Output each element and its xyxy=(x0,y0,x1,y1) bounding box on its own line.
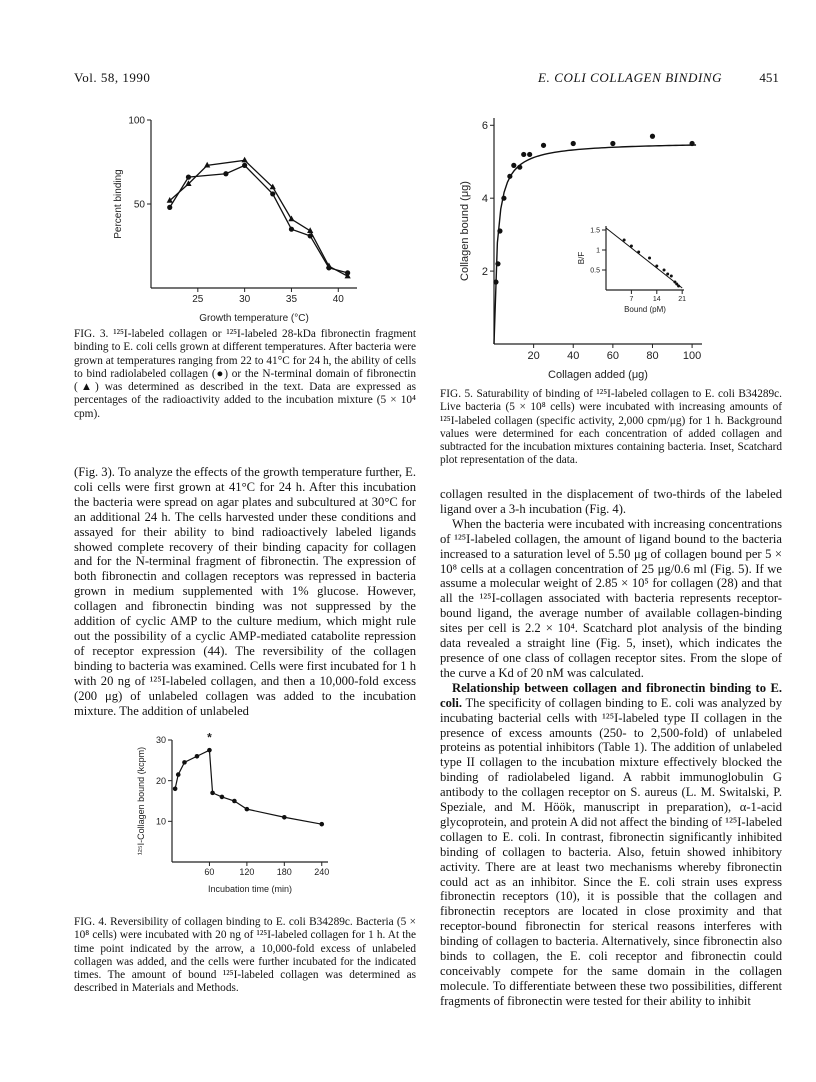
running-head-title: E. COLI COLLAGEN BINDING xyxy=(538,70,723,85)
y-axis-label: Percent binding xyxy=(113,169,124,239)
left-column-text xyxy=(74,465,416,718)
circle-point xyxy=(242,163,247,168)
y-tick-label: 10 xyxy=(155,816,166,827)
data-point xyxy=(495,261,500,266)
data-point xyxy=(493,279,498,284)
inset-data-point xyxy=(637,251,640,254)
series-line xyxy=(170,160,348,276)
inset-data-point xyxy=(670,275,673,278)
running-head xyxy=(538,70,779,86)
y-tick-label: 0.5 xyxy=(590,267,600,275)
y-tick-label: 20 xyxy=(155,775,166,786)
data-point xyxy=(541,143,546,148)
y-axis-label: ¹²⁵I-Collagen bound (kcpm) xyxy=(136,746,146,856)
x-tick-label: 60 xyxy=(606,350,619,362)
inset-data-point xyxy=(666,273,669,276)
x-axis-label: Bound (pM) xyxy=(624,305,666,314)
fig5-caption: FIG. 5. Saturability of binding of ¹²⁵I-labeled collagen to E. coli B34289c. Live bacteria (5 × 10⁸ cells) were incubated with increasing amounts of ¹²⁵I-labeled collagen (specific activity, 2,000 cpm/μg) for 1 h. Background values were determined for each concentration of added collagen and subtracted for the incubation mixtures containing bacteria. Inset, Scatchard plot representation of the data. xyxy=(440,388,782,467)
series-line xyxy=(170,165,348,273)
y-tick-label: 2 xyxy=(481,265,488,278)
running-head-volume: Vol. 58, 1990 xyxy=(74,70,151,85)
fig3-chart xyxy=(95,108,375,330)
x-tick-label: 180 xyxy=(276,867,292,877)
right-paragraph-3-body: The specificity of collagen binding to E. coli was analyzed by incubating bacterial cells with ¹²⁵I-labeled type II collagen in the presence of excess amounts (250- to 2,500-fold) of unlabeled proteins as potential inhibitors (Table 1). The addition of unlabeled type II collagen to the incubation mixture effectively blocked the binding of radiolabeled ligand. A rabbit immunoglobulin G antibody to the collagen receptor on S. aureus (L. M. Switalski, P. Speziale, and M. Höök, manuscript in preparation), α-1-acid glycoprotein, and protein A did not affect the binding of ¹²⁵I-labeled collagen to E. coli. In contrast, fibronectin significantly inhibited binding of collagen to bacteria. Also, fetuin showed inhibitory activity. There are at least two mechanisms whereby fibronectin could act as an inhibitor. Since the E. coli strain uses express fibronectin receptors (10), it is possible that the collagen and fibronectin receptors are located in close proximity and that receptor-bound fibronectin for sterical reasons interferes with binding of collagen to bacteria. Alternatively, since fibronectin also binds to collagen, the E. coli receptor and fibronectin could conceivably compete for the same domain in the collagen molecule. To differentiate between these two possibilities, different fragments of fibronectin were tested for their ability to inhibit xyxy=(440,695,782,1008)
fig4-caption: FIG. 4. Reversibility of collagen binding to E. coli B34289c. Bacteria (5 × 10⁸ cells) were incubated with 20 ng of ¹²⁵I-labeled collagen for 1 h. At the time point indicated by the arrow, a 10,000-fold excess of unlabeled collagen was added, and the cells were further incubated for the indicated times. The amount of bound ¹²⁵I-labeled collagen was determined as described in Materials and Methods. xyxy=(74,916,416,995)
data-point xyxy=(182,760,187,765)
x-tick-label: 7 xyxy=(629,296,634,303)
y-tick-label: 1 xyxy=(596,247,600,255)
x-tick-label: 240 xyxy=(314,867,330,877)
data-point xyxy=(232,799,237,804)
data-point xyxy=(220,795,225,800)
right-paragraph-3 xyxy=(440,681,782,1009)
x-axis-label: Collagen added (μg) xyxy=(548,369,648,381)
data-point xyxy=(501,196,506,201)
right-column-text xyxy=(440,487,782,1009)
x-tick-label: 40 xyxy=(332,294,344,305)
x-tick-label: 35 xyxy=(285,294,298,305)
inset-fit-line xyxy=(606,228,682,288)
data-point xyxy=(527,152,532,157)
data-point xyxy=(521,152,526,157)
triangle-point xyxy=(242,157,248,163)
data-point xyxy=(176,772,181,777)
x-tick-label: 100 xyxy=(682,350,702,362)
data-point xyxy=(507,174,512,179)
x-axis-label: Growth temperature (°C) xyxy=(199,313,309,324)
data-point xyxy=(610,141,615,146)
x-tick-label: 25 xyxy=(192,294,204,305)
x-tick-label: 30 xyxy=(239,294,251,305)
circle-point xyxy=(289,227,294,232)
x-tick-label: 20 xyxy=(527,350,540,362)
data-point xyxy=(245,807,250,812)
circle-point xyxy=(186,175,191,180)
data-point xyxy=(173,787,178,792)
x-tick-label: 80 xyxy=(646,350,659,362)
x-tick-label: 60 xyxy=(204,867,215,877)
data-point xyxy=(511,163,516,168)
section-heading: Relationship between collagen and fibronectin binding to E. coli. xyxy=(440,680,782,710)
inset-data-point xyxy=(623,239,626,242)
y-tick-label: 30 xyxy=(155,735,166,746)
x-tick-label: 14 xyxy=(652,296,661,303)
fig4-chart xyxy=(120,730,350,896)
y-axis-label: B/F xyxy=(577,251,586,265)
fig5-chart xyxy=(452,112,727,384)
inset-data-point xyxy=(630,245,633,248)
right-paragraph-2: When the bacteria were incubated with increasing concentrations of ¹²⁵I-labeled collagen, the amount of ligand bound to the bacteria increased to a saturation level of 5.50 μg of collagen bound per 5 × 10⁸ cells at a collagen concentration of 25 μg/0.6 ml (Fig. 5). If we assume a molecular weight of 2.85 × 10⁵ for collagen (28) and that all the ¹²⁵I-collagen associated with bacteria represents receptor-bound ligand, the average number of available collagen-binding sites per cell is 2.2 × 10⁴. Scatchard plot analysis of the binding data revealed a straight line (Fig. 5, inset), which indicates the presence of one class of collagen receptor sites. From the slope of the curve a Kd of 20 nM was calculated. xyxy=(440,516,782,680)
data-point xyxy=(689,141,694,146)
inset-data-point xyxy=(663,269,666,272)
inset-data-point xyxy=(655,265,658,268)
y-tick-label: 6 xyxy=(481,120,488,133)
data-point xyxy=(571,141,576,146)
data-point xyxy=(650,134,655,139)
data-point xyxy=(319,822,324,827)
y-tick-label: 4 xyxy=(481,193,488,206)
inset-data-point xyxy=(677,285,680,288)
circle-point xyxy=(270,191,275,196)
y-axis-label: Collagen bound (μg) xyxy=(459,181,471,281)
inset-data-point xyxy=(648,257,651,260)
circle-point xyxy=(167,205,172,210)
left-paragraph: (Fig. 3). To analyze the effects of the growth temperature further, E. coli cells were first grown at 41°C for 24 h. After this incubation the bacteria were spread on agar plates and subcultured at 30°C for an additional 24 h. The cells harvested under these conditions and assayed for their ability to bind radioactively labeled ligands showed complete recovery of their binding capacity for collagen and for the N-terminal fragment of fibronectin. The expression of both fibronectin and collagen receptors was repressed in bacteria grown in medium supplemented with 1% glucose. However, collagen and fibronectin binding was not suppressed by the addition of cyclic AMP to the culture medium, which might rule out the possibility of a cyclic AMP-mediated catabolite repression of receptor expression (44). The reversibility of the collagen binding to bacteria was examined. Cells were first incubated for 1 h with 20 ng of ¹²⁵I-labeled collagen, and then a 10,000-fold excess (200 μg) of unlabeled collagen was added to the incubation mixture. The addition of unlabeled xyxy=(74,465,416,718)
data-point xyxy=(517,165,522,170)
fig3-caption: FIG. 3. ¹²⁵I-labeled collagen or ¹²⁵I-labeled 28-kDa fibronectin fragment binding to E. coli cells grown at different temperatures. After bacteria were grown at temperatures ranging from 22 to 41°C for 24 h, the ability of cells to bind radiolabeled collagen (●) or the N-terminal domain of fibronectin (▲) was determined as described in the text. Data are expressed as percentages of the radioactivity added to the incubation mixture (5 × 10⁴ cpm). xyxy=(74,328,416,420)
y-tick-label: 50 xyxy=(133,199,145,211)
saturation-curve xyxy=(494,145,696,344)
y-tick-label: 100 xyxy=(128,115,145,127)
data-point xyxy=(210,791,215,796)
x-axis-label: Incubation time (min) xyxy=(207,884,293,894)
data-point xyxy=(282,815,287,820)
y-tick-label: 1.5 xyxy=(590,227,600,235)
right-paragraph-1: collagen resulted in the displacement of two-thirds of the labeled ligand over a 3-h incubation (Fig. 4). xyxy=(440,487,782,516)
data-point xyxy=(195,754,200,759)
circle-point xyxy=(223,171,228,176)
x-tick-label: 21 xyxy=(678,296,687,303)
data-point xyxy=(497,228,502,233)
page-number: 451 xyxy=(759,70,779,85)
data-point xyxy=(207,748,212,753)
arrow-marker: * xyxy=(207,730,212,745)
x-tick-label: 120 xyxy=(239,867,255,877)
series-line xyxy=(175,750,322,824)
x-tick-label: 40 xyxy=(567,350,580,362)
